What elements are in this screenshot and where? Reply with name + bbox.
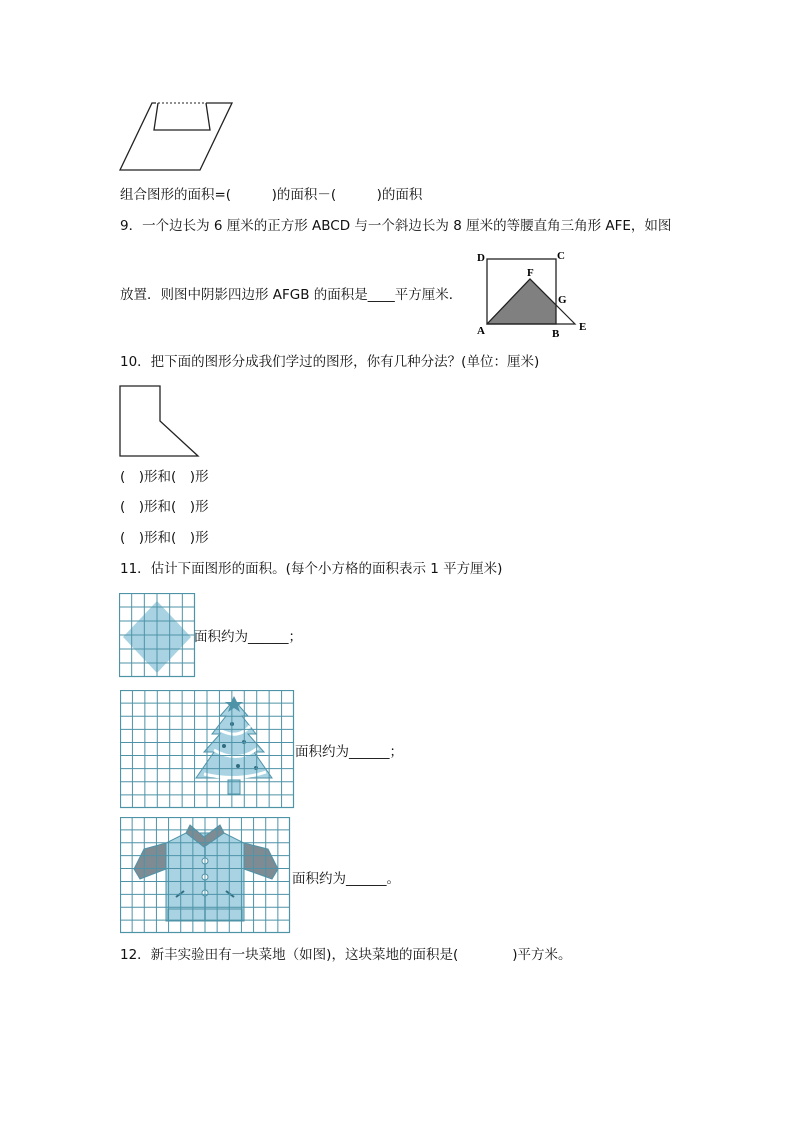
q11-answer-2: 面积约为______； xyxy=(295,744,403,760)
label-e: E xyxy=(579,321,587,333)
q10-answer-2: ( )形和( )形 xyxy=(120,499,209,515)
q10-composite-figure xyxy=(118,384,202,458)
label-f: F xyxy=(527,267,534,279)
q10-question: 10．把下面的图形分成我们学过的图形，你有几种分法？(单位：厘米) xyxy=(120,354,540,370)
q11-question: 11．估计下面图形的面积。(每个小方格的面积表示 1 平方厘米) xyxy=(120,561,503,577)
q8-formula: 组合图形的面积=( )的面积－( )的面积 xyxy=(120,187,423,203)
shaded-quadrilateral-afgb xyxy=(487,279,556,324)
label-b: B xyxy=(552,328,560,340)
q11-tree-grid-figure xyxy=(120,690,296,810)
q11-answer-3: 面积约为______。 xyxy=(292,871,400,887)
q8-parallelogram-figure xyxy=(118,100,238,174)
q10-answer-3: ( )形和( )形 xyxy=(120,530,209,546)
q11-answer-1: 面积约为______； xyxy=(194,629,302,645)
q11-jacket-grid-figure xyxy=(120,817,292,935)
q10-answer-1: ( )形和( )形 xyxy=(120,469,209,485)
q9-square-triangle-figure xyxy=(474,248,594,340)
label-d: D xyxy=(477,252,485,264)
label-g: G xyxy=(558,294,567,306)
label-c: C xyxy=(557,250,565,262)
q11-diamond-grid-figure xyxy=(119,593,197,679)
q9-question-line2: 放置．则图中阴影四边形 AFGB 的面积是____平方厘米． xyxy=(120,287,463,303)
q9-question-line1: 9．一个边长为 6 厘米的正方形 ABCD 与一个斜边长为 8 厘米的等腰直角三角形 AFE，如图 xyxy=(120,218,672,234)
q12-question: 12．新丰实验田有一块菜地（如图)，这块菜地的面积是( )平方米。 xyxy=(120,947,572,963)
label-a: A xyxy=(477,325,485,337)
